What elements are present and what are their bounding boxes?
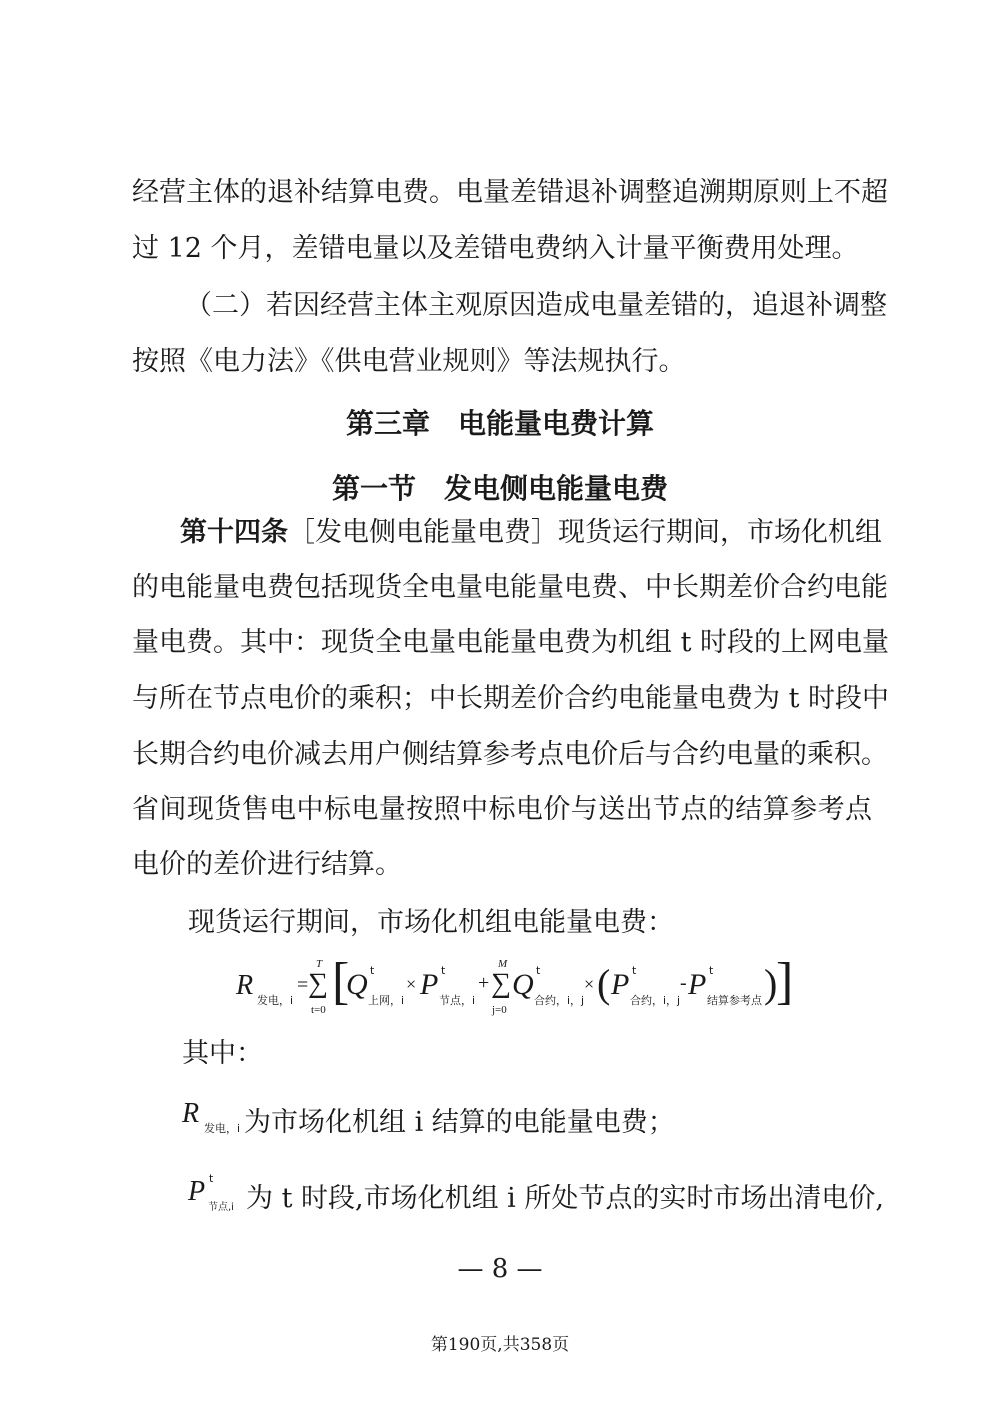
q2-sup: t: [536, 964, 541, 977]
page-footer: 第190页,共358页: [430, 1335, 570, 1355]
body-line: 的电能量电费包括现货全电量电能量电费、中长期差价合约电能: [132, 572, 888, 603]
formula-p1: P: [420, 968, 439, 1001]
right-bracket: ]: [776, 953, 794, 1010]
page-number: — 8 —: [457, 1254, 543, 1284]
def-r-sub: 发电，i: [204, 1122, 241, 1135]
def-p-text: 为 t 时段,市场化机组 i 所处节点的实时市场出清电价,: [246, 1183, 884, 1214]
def-r-symbol: R: [182, 1098, 200, 1129]
def-p-sub: 节点,i: [208, 1202, 234, 1213]
body-line: 量电费。其中：现货全电量电能量电费为机组 t 时段的上网电量: [132, 627, 890, 658]
article-line: [180, 516, 882, 550]
minus: -: [680, 972, 687, 994]
plus: +: [478, 972, 490, 994]
formula-equals: =: [297, 974, 309, 996]
q1-sup: t: [370, 964, 375, 977]
body-line: 与所在节点电价的乘积；中长期差价合约电能量电费为 t 时段中: [132, 683, 890, 714]
times-1: ×: [406, 974, 417, 994]
formula-r-sub: 发电，i: [257, 994, 294, 1007]
p1-sub: 节点，i: [439, 994, 476, 1007]
body-line: 经营主体的退补结算电费。电量差错退补调整追溯期原则上不超: [132, 177, 888, 208]
formula-q2: Q: [512, 968, 534, 1001]
times-2: ×: [584, 974, 595, 994]
body-line: 省间现货售电中标电量按照中标电价与送出节点的结算参考点: [132, 794, 872, 825]
sum1-top: T: [316, 958, 323, 970]
p2-sup: t: [632, 964, 637, 977]
formula-p3: P: [688, 968, 707, 1001]
article-label: 第十四条: [180, 517, 288, 548]
sum2-sigma: ∑: [491, 968, 511, 999]
sum2-bottom: j=0: [492, 1004, 507, 1016]
qizhong-label: 其中：: [182, 1038, 263, 1069]
article-text: ［发电侧电能量电费］现货运行期间，市场化机组: [288, 517, 882, 548]
definition-r: [182, 1096, 872, 1140]
sum2-top: M: [498, 958, 508, 970]
section-heading: 第一节 发电侧电能量电费: [331, 472, 668, 505]
formula-r: R: [236, 970, 254, 1001]
formula-p2: P: [611, 968, 630, 1001]
p1-sup: t: [441, 964, 446, 977]
p3-sub: 结算参考点: [707, 994, 762, 1007]
body-line: 按照《电力法》《供电营业规则》等法规执行。: [132, 346, 686, 377]
left-paren: (: [597, 961, 611, 1006]
q2-sub: 合约，i，j: [534, 994, 585, 1007]
body-line: 长期合约电价减去用户侧结算参考点电价后与合约电量的乘积。: [132, 739, 888, 770]
formula-q1: Q: [346, 968, 368, 1001]
formula-intro: 现货运行期间，市场化机组电能量电费：: [188, 907, 674, 938]
body-line: 过 12 个月，差错电量以及差错电费纳入计量平衡费用处理。: [132, 233, 859, 264]
def-p-sup: t: [209, 1172, 214, 1185]
body-line: 电价的差价进行结算。: [132, 849, 402, 880]
body-line: （二）若因经营主体主观原因造成电量差错的，追退补调整: [185, 290, 887, 321]
def-r-text: 为市场化机组 i 结算的电能量电费；: [244, 1107, 675, 1138]
p3-sup: t: [709, 964, 714, 977]
sum1-sigma: ∑: [308, 968, 328, 999]
q1-sub: 上网，i: [368, 994, 405, 1007]
settlement-formula: [236, 953, 796, 1026]
def-p-symbol: P: [188, 1176, 206, 1207]
right-paren: ): [764, 961, 778, 1006]
p2-sub: 合约，i，j: [630, 994, 681, 1007]
sum1-bottom: t=0: [311, 1004, 326, 1016]
definition-p: [188, 1172, 884, 1216]
left-bracket: [: [332, 953, 350, 1010]
chapter-heading: 第三章 电能量电费计算: [345, 407, 654, 440]
